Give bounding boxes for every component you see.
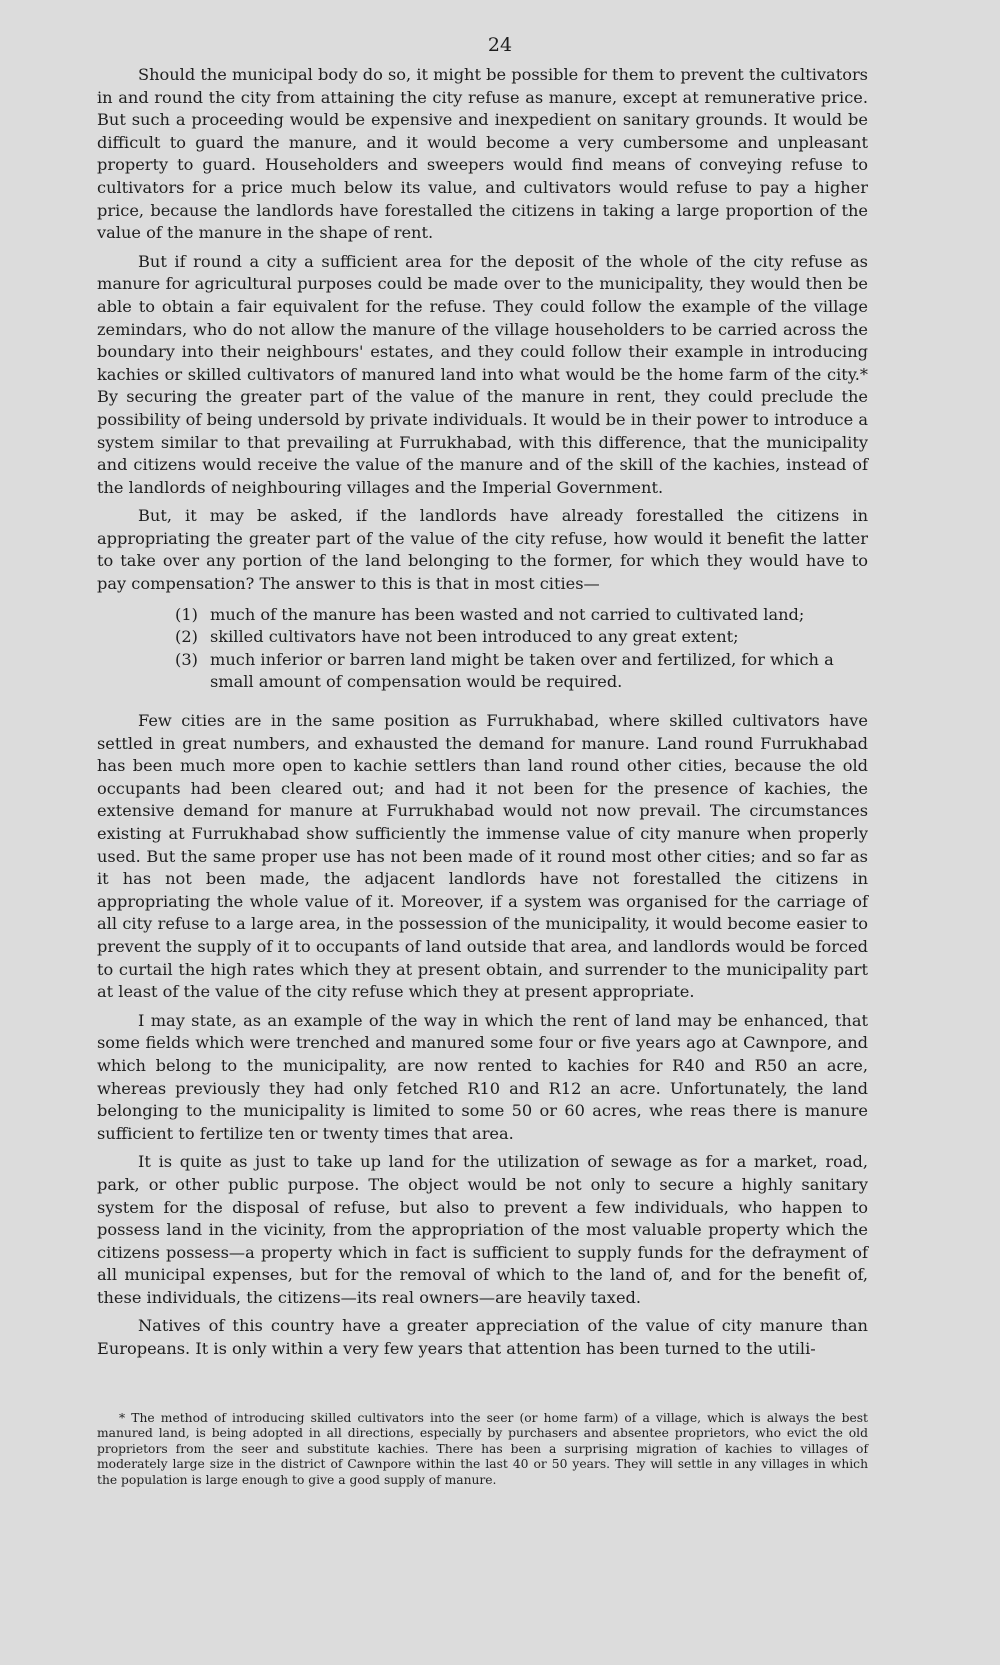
body-text (97, 64, 868, 1367)
list-item-text: skilled cultivators have not been introduced to any great extent; (210, 627, 739, 647)
list-item (175, 604, 868, 627)
paragraph: But, it may be asked, if the landlords have already forestalled the citizens in appropriating the greater part of the value of the city refuse, how would it benefit the latter to take over any portion of the land belonging to the former, for which they would have to pay compensation? The answer to this is that in most cities— (97, 506, 868, 594)
paragraph: Natives of this country have a greater appreciation of the value of city manure than Europeans. It is only within a very few years that attention has been turned to the utili- (97, 1316, 868, 1359)
list-item (175, 649, 868, 694)
list-number: (1) (175, 604, 198, 624)
paragraph: It is quite as just to take up land for the utilization of sewage as for a market, road, park, or other public purpose. The object would be not only to secure a highly sanitary system for the disposal of refuse, but also to prevent a few individuals, who happen to possess land in the vicinity, from the appropriation of the most valuable property which the citizens possess—a property which in fact is sufficient to supply funds for the defrayment of all municipal expenses, but for the removal of which to the land of, and for the benefit of, these individuals, the citizens—its real owners—are heavily taxed. (97, 1152, 868, 1307)
list-item-text: much of the manure has been wasted and not carried to cultivated land; (210, 604, 805, 624)
paragraph: But if round a city a sufficient area for the deposit of the whole of the city refuse as manure for agricultural purposes could be made over to the municipality, they would then be able to obtain a fair equivalent for the refuse. They could follow the example of the village zemindars, who do not allow the manure of the village householders to be carried across the boundary into their neighbours' estates, and they could follow their example in introducing kachies or skilled cultivators of manured land into what would be the home farm of the city.* By securing the greater part of the value of the manure in rent, they could preclude the possibility of being undersold by private individuals. It would be in their power to introduce a system similar to that prevailing at Furrukhabad, with this difference, that the municipality and citizens would receive the value of the manure and of the skill of the kachies, instead of the landlords of neighbouring villages and the Imperial Government. (97, 251, 868, 497)
list-number: (2) (175, 627, 198, 647)
numbered-list (97, 604, 868, 694)
paragraph: I may state, as an example of the way in which the rent of land may be enhanced, that some fields which were trenched and manured some four or five years ago at Cawnpore, and which belong to the municipality, are now rented to kachies for R40 and R50 an acre, whereas previously they had only fetched R10 and R12 an acre. Unfortunately, the land belonging to the municipality is limited to some 50 or 60 acres, whe reas there is manure sufficient to fertilize ten or twenty times that area. (97, 1010, 868, 1143)
list-item-text: much inferior or barren land might be taken over and fertilized, for which a small amount of compensation would be required. (210, 649, 834, 692)
list-number: (3) (175, 649, 198, 669)
footnote: * The method of introducing skilled cultivators into the seer (or home farm) of a village, which is always the best manured land, is being adopted in all directions, especially by purchasers and absentee proprietors, who evict the old proprietors from the seer and substitute kachies. There has been a surprising migration of kachies to villages of moderately large size in the district of Cawnpore within the last 40 or 50 years. They will settle in any villages in which the population is large enough to give a good supply of manure. (97, 1411, 868, 1487)
list-item (175, 626, 868, 649)
paragraph: Few cities are in the same position as Furrukhabad, where skilled cultivators have settled in great numbers, and exhausted the demand for manure. Land round Furrukhabad has been much more open to kachie settlers than land round other cities, because the old occupants had been cleared out; and had it not been for the presence of kachies, the extensive demand for manure at Furrukhabad would not now prevail. The circumstances existing at Furrukhabad show sufficiently the immense value of city manure when properly used. But the same proper use has not been made of it round most other cities; and so far as it has not been made, the adjacent landlords have not forestalled the citizens in appropriating the whole value of it. Moreover, if a system was organised for the carriage of all city refuse to a large area, in the possession of the municipality, it would become easier to prevent the supply of it to occupants of land outside that area, and landlords would be forced to curtail the high rates which they at present obtain, and surrender to the municipality part at least of the value of the city refuse which they at present appropriate. (97, 711, 868, 1002)
paragraph: Should the municipal body do so, it might be possible for them to prevent the cultivators in and round the city from attaining the city refuse as manure, except at remunerative price. But such a proceeding would be expensive and inexpedient on sanitary grounds. It would be difficult to guard the manure, and it would become a very cumbersome and unpleasant property to guard. Householders and sweepers would find means of conveying refuse to cultivators for a price much below its value, and cultivators would refuse to pay a higher price, because the landlords have forestalled the citizens in taking a large proportion of the value of the manure in the shape of rent. (97, 65, 868, 243)
page-number: 24 (487, 34, 513, 56)
